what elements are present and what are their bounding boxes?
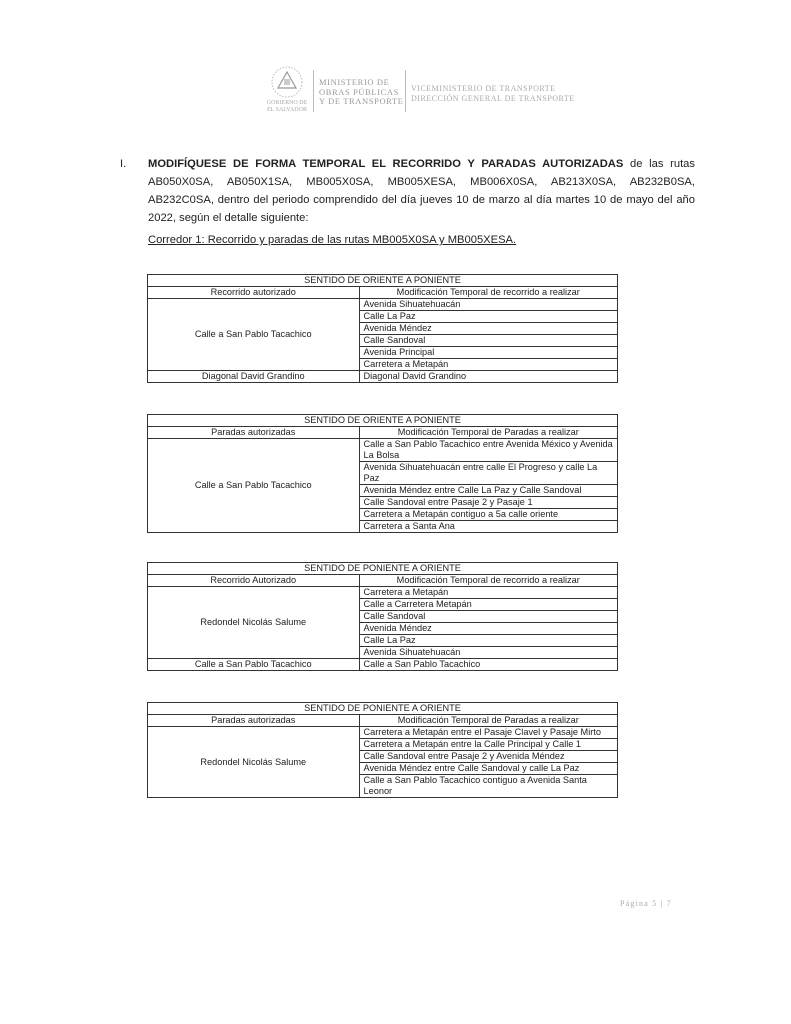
modification-cell: Carretera a Metapán — [359, 359, 618, 371]
column-header: Modificación Temporal de recorrido a realizar — [359, 575, 618, 587]
table-title: SENTIDO DE ORIENTE A PONIENTE — [148, 415, 618, 427]
table-row — [148, 439, 618, 462]
modification-cell: Avenida Sihuatehuacán entre calle El Progreso y calle La Paz — [359, 462, 618, 485]
table-title: SENTIDO DE PONIENTE A ORIENTE — [148, 563, 618, 575]
modification-cell: Carretera a Metapán entre el Pasaje Clavel y Pasaje Mirto — [359, 727, 618, 739]
table-title-row — [148, 415, 618, 427]
page-footer — [620, 899, 672, 908]
modification-cell: Calle Sandoval entre Pasaje 2 y Avenida Méndez — [359, 751, 618, 763]
government-label: GOBIERNO DE EL SALVADOR — [266, 100, 308, 113]
letterhead — [255, 58, 585, 118]
column-header: Recorrido autorizado — [148, 287, 360, 299]
section-body: de las rutas AB050X0SA, AB050X1SA, MB005X0SA, MB005XESA, MB006X0SA, AB213X0SA, AB232B0SA, AB232C0SA, dentro del periodo comprendido del día jueves 10 de marzo al día martes 10 de mayo del año 2022, según el detalle siguiente: — [148, 158, 695, 224]
authorized-cell: Diagonal David Grandino — [148, 371, 360, 383]
table-title: SENTIDO DE PONIENTE A ORIENTE — [148, 703, 618, 715]
authorized-cell: Redondel Nicolás Salume — [148, 587, 360, 659]
table-title-row — [148, 563, 618, 575]
modification-cell: Calle Sandoval — [359, 611, 618, 623]
table-row — [148, 659, 618, 671]
column-header: Paradas autorizadas — [148, 427, 360, 439]
table-header-row — [148, 427, 618, 439]
table-title-row — [148, 275, 618, 287]
modification-cell: Calle a San Pablo Tacachico entre Avenida México y Avenida La Bolsa — [359, 439, 618, 462]
vice-ministry-name: VICEMINISTERIO DE TRANSPORTE DIRECCIÓN GENERAL DE TRANSPORTE — [411, 84, 575, 103]
table-header-row — [148, 287, 618, 299]
modification-cell: Calle Sandoval — [359, 335, 618, 347]
authorized-cell: Redondel Nicolás Salume — [148, 727, 360, 798]
page-number: 5 | 7 — [652, 899, 672, 908]
header-divider — [313, 70, 314, 112]
page-label: Página — [620, 899, 649, 908]
modification-cell: Calle La Paz — [359, 635, 618, 647]
authorized-cell: Calle a San Pablo Tacachico — [148, 659, 360, 671]
column-header: Modificación Temporal de Paradas a realizar — [359, 427, 618, 439]
modification-cell: Carretera a Metapán — [359, 587, 618, 599]
modification-cell: Avenida Méndez — [359, 623, 618, 635]
table-row — [148, 587, 618, 599]
route-table — [147, 562, 618, 671]
table-title: SENTIDO DE ORIENTE A PONIENTE — [148, 275, 618, 287]
column-header: Paradas autorizadas — [148, 715, 360, 727]
modification-cell: Calle Sandoval entre Pasaje 2 y Pasaje 1 — [359, 497, 618, 509]
table-row — [148, 299, 618, 311]
modification-cell: Calle a San Pablo Tacachico contiguo a Avenida Santa Leonor — [359, 775, 618, 798]
modification-cell: Calle a San Pablo Tacachico — [359, 659, 618, 671]
modification-cell: Calle a Carretera Metapán — [359, 599, 618, 611]
column-header: Recorrido Autorizado — [148, 575, 360, 587]
modification-cell: Carretera a Santa Ana — [359, 521, 618, 533]
table-header-row — [148, 715, 618, 727]
modification-cell: Avenida Méndez entre Calle La Paz y Calle Sandoval — [359, 485, 618, 497]
section-paragraph — [120, 155, 695, 227]
column-header: Modificación Temporal de recorrido a realizar — [359, 287, 618, 299]
table-row — [148, 727, 618, 739]
table-title-row — [148, 703, 618, 715]
modification-cell: Carretera a Metapán contiguo a 5a calle oriente — [359, 509, 618, 521]
route-table — [147, 274, 618, 383]
section-heading: MODIFÍQUESE DE FORMA TEMPORAL EL RECORRIDO Y PARADAS AUTORIZADAS — [148, 158, 624, 170]
modification-cell: Avenida Sihuatehuacán — [359, 299, 618, 311]
corridor-title: Corredor 1: Recorrido y paradas de las rutas MB005X0SA y MB005XESA. — [148, 234, 517, 246]
authorized-cell: Calle a San Pablo Tacachico — [148, 439, 360, 533]
column-header: Modificación Temporal de Paradas a realizar — [359, 715, 618, 727]
modification-cell: Avenida Sihuatehuacán — [359, 647, 618, 659]
modification-cell: Calle La Paz — [359, 311, 618, 323]
modification-cell: Avenida Principal — [359, 347, 618, 359]
modification-cell: Avenida Méndez — [359, 323, 618, 335]
route-table — [147, 414, 618, 533]
section-number: I. — [120, 158, 127, 170]
modification-cell: Diagonal David Grandino — [359, 371, 618, 383]
authorized-cell: Calle a San Pablo Tacachico — [148, 299, 360, 371]
route-table — [147, 702, 618, 798]
ministry-name: MINISTERIO DE OBRAS PÚBLICAS Y DE TRANSPORTE — [319, 77, 404, 106]
modification-cell: Carretera a Metapán entre la Calle Principal y Calle 1 — [359, 739, 618, 751]
table-header-row — [148, 575, 618, 587]
modification-cell: Avenida Méndez entre Calle Sandoval y calle La Paz — [359, 763, 618, 775]
header-divider — [405, 70, 406, 112]
table-row — [148, 371, 618, 383]
